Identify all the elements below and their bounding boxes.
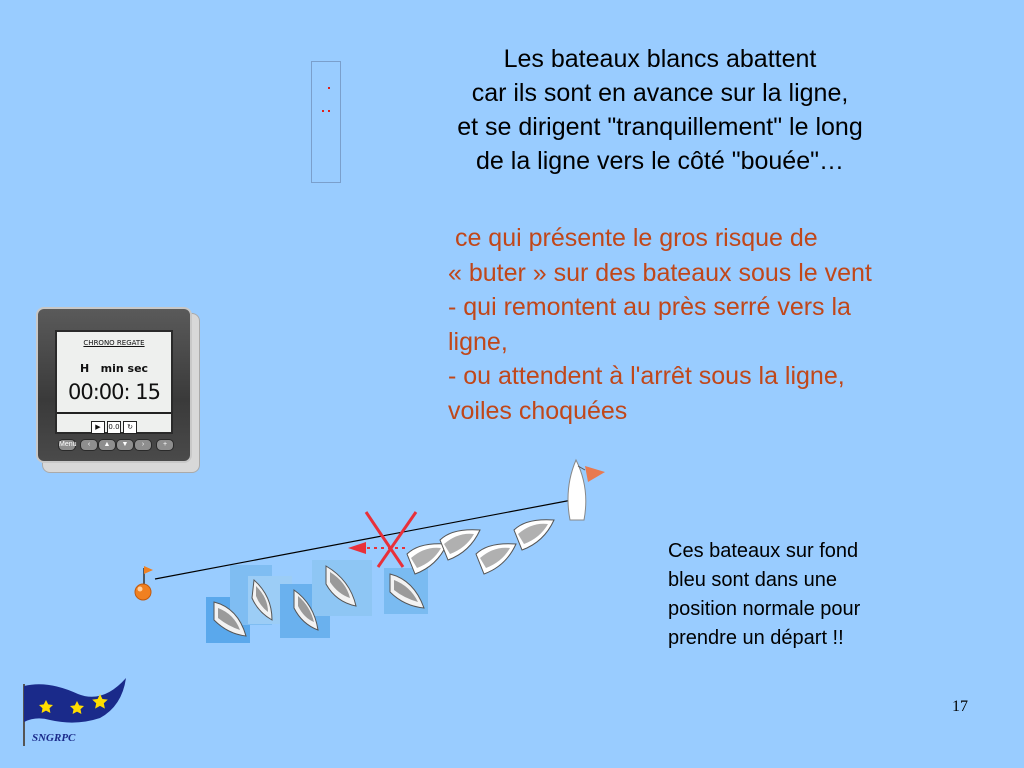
title-line: car ils sont en avance sur la ligne, [471, 79, 849, 107]
watch-key-up: ▲ [98, 439, 116, 451]
buoy-icon [135, 566, 153, 600]
note-line: Ces bateaux sur fond [668, 540, 859, 562]
white-boat-icon [514, 520, 554, 550]
white-boat-icon [476, 544, 516, 574]
title-line: et se dirigent "tranquillement" le long [457, 113, 863, 141]
title-line: Les bateaux blancs abattent [503, 45, 817, 73]
sync-icon: ↻ [123, 421, 137, 434]
risk-line: voiles choquées [448, 396, 628, 425]
arrow-icon [348, 542, 405, 554]
flag-icon [24, 678, 126, 723]
risk-line: ce qui présente le gros risque de [448, 224, 818, 252]
watch-key-menu: Menu [58, 439, 76, 451]
reset-icon: 0.0 [107, 421, 121, 434]
note-text [668, 537, 1008, 653]
logo-text: SNGRPC [32, 732, 76, 744]
title-line: de la ligne vers le côté "bouée"… [476, 147, 844, 175]
watch-key-down: ▼ [116, 439, 134, 451]
risk-line: ligne, [448, 327, 508, 356]
risk-line: - ou attendent à l'arrêt sous la ligne, [448, 362, 845, 390]
white-boats [407, 520, 554, 574]
note-line: bleu sont dans une [668, 569, 838, 591]
white-boat-icon [440, 530, 480, 560]
risk-line: - qui remontent au près serré vers la [448, 293, 851, 321]
watch-label: CHRONO REGATE [83, 339, 145, 347]
watch-key-right: › [134, 439, 152, 451]
page-number: 17 [952, 698, 968, 715]
watch-time: 00:00: 15 [68, 380, 160, 404]
watch-key-plus: + [156, 439, 174, 451]
risk-line: « buter » sur des bateaux sous le vent [448, 258, 872, 287]
note-line: prendre un départ !! [668, 627, 844, 649]
play-icon: ▶ [91, 421, 105, 434]
committee-boat-icon [568, 460, 605, 520]
watch-key-left: ‹ [80, 439, 98, 451]
watch-units: H min sec [79, 362, 149, 375]
note-line: position normale pour [668, 598, 861, 620]
